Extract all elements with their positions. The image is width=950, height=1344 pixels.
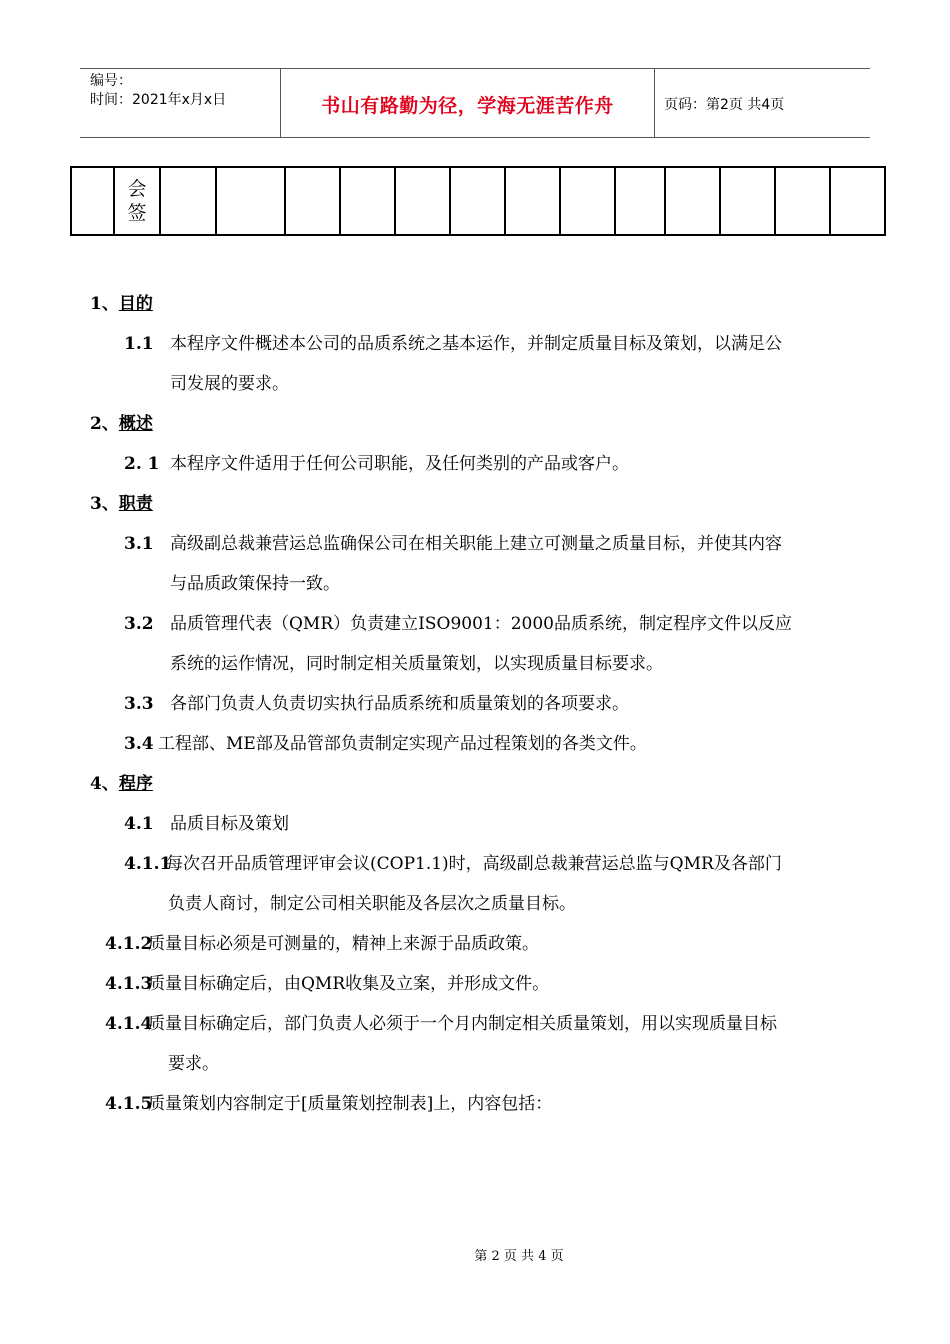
clause-number: 2. 1 xyxy=(124,454,160,474)
clause-text: 每次召开品质管理评审会议(COP1.1)时，高级副总裁兼营运总监与QMR及各部门 xyxy=(166,854,782,874)
clause-text: 司发展的要求。 xyxy=(170,374,289,394)
countersign-label-cell xyxy=(114,167,160,235)
clause-text: 各部门负责人负责切实执行品质系统和质量策划的各项要求。 xyxy=(170,694,629,714)
sign-cell xyxy=(285,167,340,235)
clause-text: 系统的运作情况，同时制定相关质量策划，以实现质量目标要求。 xyxy=(170,654,663,674)
clause-number: 3.1 xyxy=(124,534,154,554)
clause-text: 本程序文件概述本公司的品质系统之基本运作，并制定质量目标及策划，以满足公 xyxy=(170,334,782,354)
clause-number: 3.4 xyxy=(124,734,154,754)
clause-number: 4.1.5 xyxy=(105,1094,153,1114)
header-meta-cell xyxy=(80,69,280,137)
clause-number: 4.1.4 xyxy=(105,1014,153,1034)
header-motto: 书山有路勤为径，学海无涯苦作舟 xyxy=(321,95,614,117)
header-page-number: 页码：第2页 共4页 xyxy=(664,97,785,113)
header-page-cell xyxy=(654,69,870,137)
clause-text: 质量目标确定后，部门负责人必须于一个月内制定相关质量策划，用以实现质量目标 xyxy=(148,1014,777,1034)
sign-cell xyxy=(450,167,505,235)
section-4-heading xyxy=(90,772,153,796)
sign-cell xyxy=(615,167,665,235)
sign-cell xyxy=(665,167,720,235)
clause-text: 工程部、ME部及品管部负责制定实现产品过程策划的各类文件。 xyxy=(158,734,647,754)
countersign-label-1: 会 xyxy=(127,178,147,200)
sign-cell xyxy=(71,167,114,235)
sign-cell xyxy=(160,167,216,235)
section-number: 2、 xyxy=(90,414,119,434)
section-title: 职责 xyxy=(118,494,153,514)
clause-text: 本程序文件适用于任何公司职能，及任何类别的产品或客户。 xyxy=(170,454,629,474)
page-header xyxy=(80,68,870,138)
clause-number: 4.1 xyxy=(124,814,154,834)
section-number: 1、 xyxy=(90,294,119,314)
doc-number-label: 编号： xyxy=(90,73,132,89)
clause-text: 负责人商讨，制定公司相关职能及各层次之质量目标。 xyxy=(168,894,576,914)
section-2-heading xyxy=(90,412,153,436)
sign-cell xyxy=(720,167,775,235)
sign-cell xyxy=(560,167,615,235)
section-1-heading xyxy=(90,292,153,316)
section-number: 4、 xyxy=(90,774,119,794)
clause-number: 4.1.1 xyxy=(124,854,172,874)
sign-cell xyxy=(340,167,395,235)
clause-text: 要求。 xyxy=(168,1054,219,1074)
clause-number: 4.1.3 xyxy=(105,974,153,994)
sign-cell xyxy=(216,167,285,235)
clause-number: 3.3 xyxy=(124,694,154,714)
section-title: 目的 xyxy=(118,294,153,314)
clause-number: 3.2 xyxy=(124,614,154,634)
sign-cell xyxy=(830,167,885,235)
clause-text: 高级副总裁兼营运总监确保公司在相关职能上建立可测量之质量目标，并使其内容 xyxy=(170,534,782,554)
header-motto-cell xyxy=(280,69,655,137)
section-title: 程序 xyxy=(118,774,153,794)
clause-number: 1.1 xyxy=(124,334,154,354)
countersign-table xyxy=(70,166,886,236)
doc-time-label: 时间：2021年x月x日 xyxy=(90,92,227,108)
countersign-row xyxy=(71,167,885,235)
section-title: 概述 xyxy=(118,414,153,434)
section-number: 3、 xyxy=(90,494,119,514)
clause-text: 质量策划内容制定于[质量策划控制表]上，内容包括： xyxy=(148,1094,553,1114)
countersign-label-2: 签 xyxy=(127,202,147,224)
sign-cell xyxy=(775,167,830,235)
sign-cell xyxy=(395,167,450,235)
clause-text: 质量目标必须是可测量的，精神上来源于品质政策。 xyxy=(148,934,539,954)
sign-cell xyxy=(505,167,560,235)
page-footer: 第 2 页 共 4 页 xyxy=(474,1249,564,1264)
clause-text: 品质目标及策划 xyxy=(170,814,289,834)
clause-text: 质量目标确定后，由QMR收集及立案，并形成文件。 xyxy=(148,974,550,994)
clause-number: 4.1.2 xyxy=(105,934,153,954)
clause-text: 品质管理代表（QMR）负责建立ISO9001：2000品质系统，制定程序文件以反应 xyxy=(170,614,792,634)
section-3-heading xyxy=(90,492,153,516)
clause-text: 与品质政策保持一致。 xyxy=(170,574,340,594)
